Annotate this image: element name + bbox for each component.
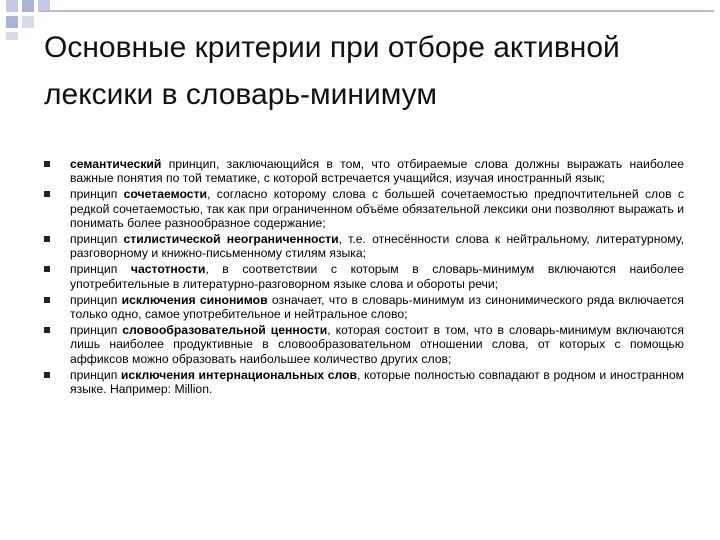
- list-item: принцип стилистической неограниченности, т.е. отнесённости слова к нейтральному, литературному, разговорному и книжно-письменному стилям языка;: [44, 232, 684, 260]
- deco-square: [6, 0, 18, 12]
- term-frequency: частотности: [130, 262, 206, 277]
- square-bullet-icon: [44, 266, 50, 272]
- criteria-list: [44, 157, 684, 398]
- list-item: принцип частотности, в соответствии с которым в словарь-минимум включаются наиболее употребительные в литературно-разговорном языке слова и обороты речи;: [44, 262, 684, 290]
- term-word-formation: словообразовательной ценности: [122, 323, 328, 338]
- square-bullet-icon: [44, 236, 50, 242]
- square-bullet-icon: [44, 191, 50, 197]
- slide-title: [44, 24, 704, 118]
- list-item: принцип исключения интернациональных слов, которые полностью совпадают в родном и иностранном языке. Например: Million.: [44, 368, 684, 396]
- square-bullet-icon: [44, 372, 50, 378]
- term-stylistic: стилистической неограниченности: [123, 232, 339, 247]
- term-semantic: семантический: [70, 157, 162, 171]
- deco-square: [22, 0, 34, 12]
- square-bullet-icon: [44, 161, 50, 167]
- list-item: принцип сочетаемости, согласно которому слова с большей сочетаемостью предпочтительней слов с редкой сочетаемостью, так как при ограниченном объёме обязательной лексики они позволяют выражать и понимать более разнообразное содержание;: [44, 187, 684, 230]
- deco-square: [6, 32, 18, 40]
- deco-square: [6, 16, 18, 28]
- title-line-2: лексики в словарь-минимум: [44, 78, 437, 111]
- header-rule: [40, 10, 714, 12]
- deco-square: [22, 16, 34, 28]
- square-bullet-icon: [44, 297, 50, 303]
- list-item: принцип словообразовательной ценности, которая состоит в том, что в словарь-минимум включаются лишь наиболее продуктивные в словообразовательном отношении слова, от которых с помощью аффиксов можно образовать наибольшее количество других слов;: [44, 323, 684, 366]
- square-bullet-icon: [44, 327, 50, 333]
- term-international: исключения интернациональных слов: [120, 367, 357, 382]
- term-synonyms: исключения синонимов: [121, 292, 268, 307]
- term-collocability: сочетаемости: [123, 187, 207, 202]
- list-item: принцип исключения синонимов означает, что в словарь-минимум из синонимического ряда включается только одно, самое употребительное и нейтральное слово;: [44, 293, 684, 321]
- title-line-1: Основные критерии при отборе активной: [44, 31, 620, 64]
- list-item: семантический принцип, заключающийся в том, что отбираемые слова должны выражать наиболее важные понятия по той тематике, с которой встречается учащийся, изучая иностранный язык;: [44, 157, 684, 185]
